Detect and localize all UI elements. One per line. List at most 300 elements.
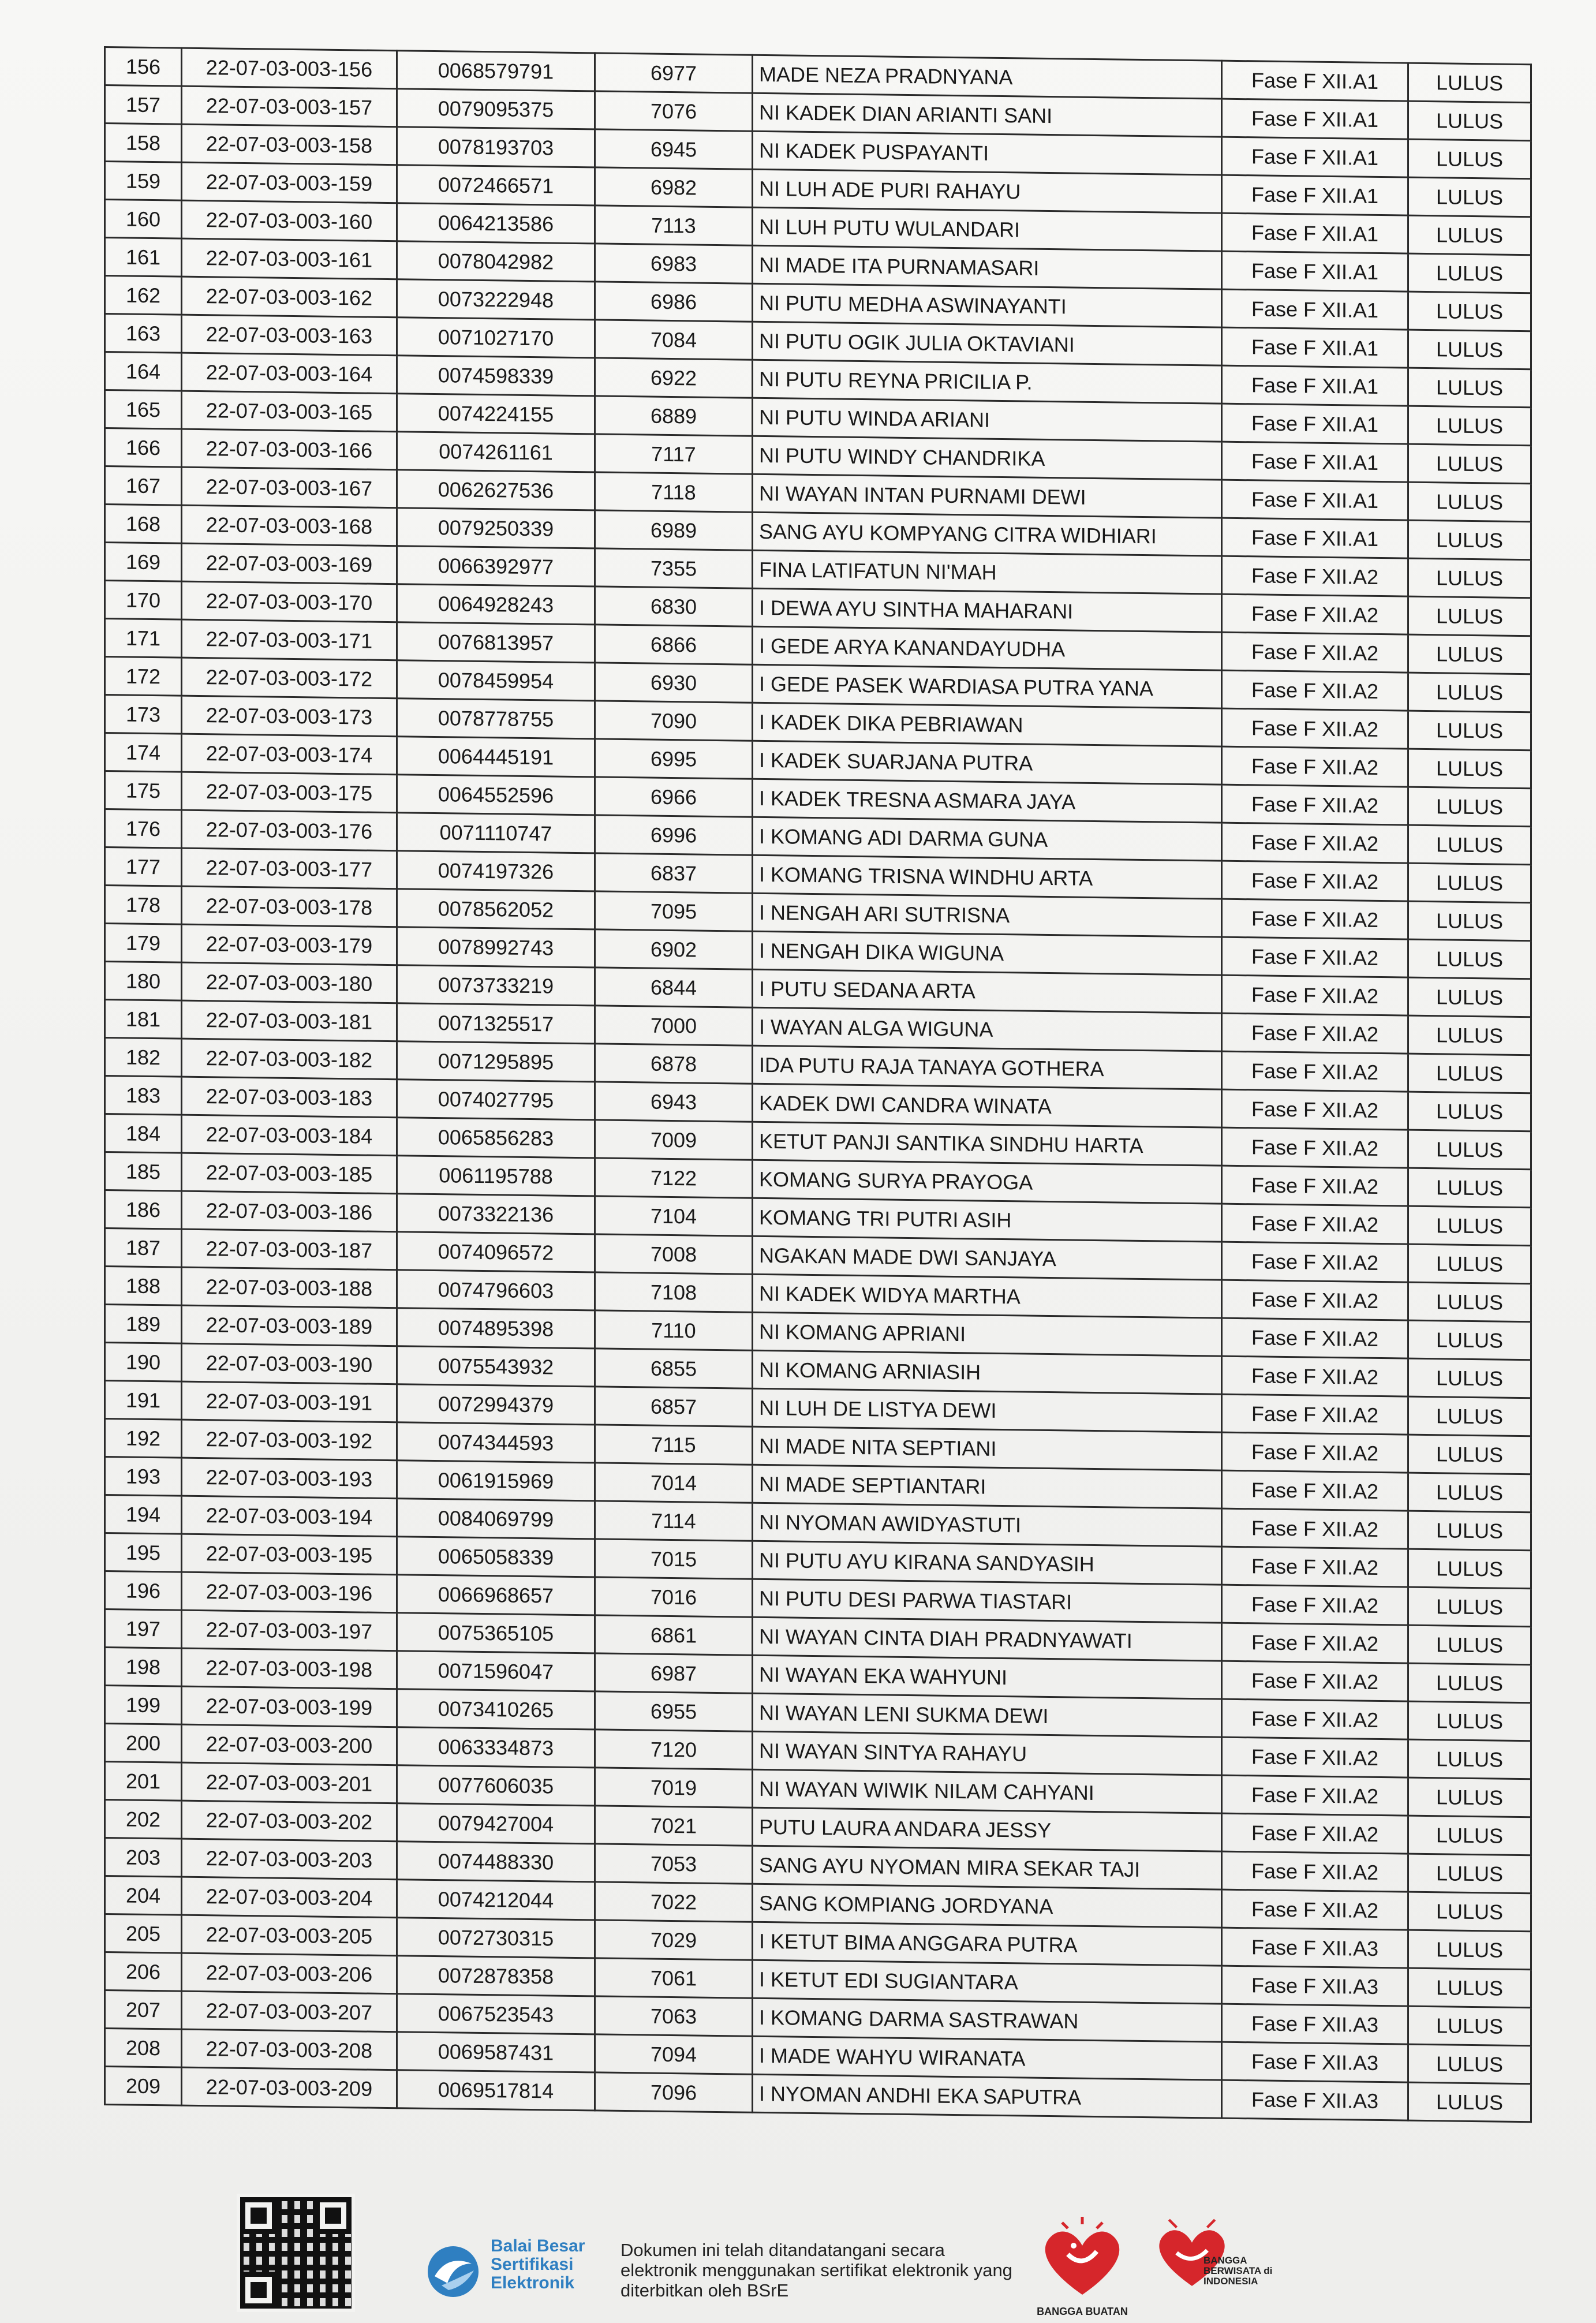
- row-number: 208: [105, 2029, 182, 2068]
- student-name: NI NYOMAN AWIDYASTUTI: [753, 1503, 1222, 1547]
- nisn: 0063334873: [397, 1727, 595, 1768]
- nisn: 0078042982: [397, 241, 595, 282]
- status-cell: LULUS: [1408, 444, 1531, 484]
- class-cell: Fase F XII.A2: [1222, 1356, 1408, 1396]
- student-name: MADE NEZA PRADNYANA: [753, 55, 1222, 99]
- registration-number: 22-07-03-003-163: [182, 315, 397, 356]
- status-cell: LULUS: [1408, 1473, 1531, 1512]
- row-number: 189: [105, 1305, 182, 1344]
- exam-number: 6857: [595, 1387, 753, 1426]
- class-cell: Fase F XII.A1: [1222, 480, 1408, 520]
- class-cell: Fase F XII.A2: [1222, 594, 1408, 634]
- registration-number: 22-07-03-003-195: [182, 1534, 397, 1575]
- status-cell: LULUS: [1408, 1168, 1531, 1208]
- nisn: 0074027795: [397, 1080, 595, 1120]
- exam-number: 6943: [595, 1082, 753, 1122]
- student-name: KOMANG SURYA PRAYOGA: [753, 1160, 1222, 1204]
- class-cell: Fase F XII.A2: [1222, 1394, 1408, 1435]
- status-cell: LULUS: [1408, 1435, 1531, 1474]
- class-cell: Fase F XII.A1: [1222, 61, 1408, 101]
- registration-number: 22-07-03-003-200: [182, 1724, 397, 1765]
- status-cell: LULUS: [1408, 2082, 1531, 2122]
- exam-number: 6866: [595, 625, 753, 664]
- class-cell: Fase F XII.A2: [1222, 1661, 1408, 1701]
- class-cell: Fase F XII.A2: [1222, 1699, 1408, 1739]
- class-cell: Fase F XII.A2: [1222, 1280, 1408, 1320]
- row-number: 175: [105, 771, 182, 811]
- exam-number: 6855: [595, 1349, 753, 1388]
- row-number: 193: [105, 1457, 182, 1496]
- exam-number: 7053: [595, 1844, 753, 1884]
- status-cell: LULUS: [1408, 1663, 1531, 1703]
- results-table: [104, 46, 1532, 2123]
- nisn: 0079095375: [397, 89, 595, 129]
- exam-number: 7096: [595, 2072, 753, 2112]
- registration-number: 22-07-03-003-160: [182, 200, 397, 241]
- class-cell: Fase F XII.A1: [1222, 327, 1408, 368]
- student-name: I NENGAH DIKA WIGUNA: [753, 931, 1222, 975]
- nisn: 0069587431: [397, 2032, 595, 2072]
- class-cell: Fase F XII.A1: [1222, 518, 1408, 558]
- exam-number: 6996: [595, 815, 753, 855]
- results-table-body: [105, 47, 1531, 2122]
- class-cell: Fase F XII.A2: [1222, 1013, 1408, 1054]
- exam-number: 6861: [595, 1615, 753, 1655]
- student-name: NI PUTU OGIK JULIA OKTAVIANI: [753, 322, 1222, 365]
- class-cell: Fase F XII.A2: [1222, 1813, 1408, 1854]
- exam-number: 7094: [595, 2034, 753, 2074]
- student-name: I KADEK TRESNA ASMARA JAYA: [753, 779, 1222, 823]
- status-cell: LULUS: [1408, 939, 1531, 979]
- registration-number: 22-07-03-003-167: [182, 467, 397, 508]
- nisn: 0073733219: [397, 965, 595, 1006]
- class-cell: Fase F XII.A2: [1222, 1318, 1408, 1358]
- class-cell: Fase F XII.A2: [1222, 899, 1408, 939]
- registration-number: 22-07-03-003-157: [182, 86, 397, 127]
- nisn: 0073322136: [397, 1194, 595, 1234]
- registration-number: 22-07-03-003-185: [182, 1153, 397, 1194]
- row-number: 206: [105, 1952, 182, 1992]
- row-number: 204: [105, 1876, 182, 1915]
- student-name: NI LUH ADE PURI RAHAYU: [753, 169, 1222, 213]
- exam-number: 7022: [595, 1882, 753, 1922]
- student-name: I KOMANG TRISNA WINDHU ARTA: [753, 855, 1222, 899]
- logo-left-label: BANGGA BUATAN: [1037, 2306, 1128, 2317]
- status-cell: LULUS: [1408, 901, 1531, 941]
- registration-number: 22-07-03-003-183: [182, 1077, 397, 1118]
- nisn: 0074488330: [397, 1842, 595, 1882]
- student-name: NI MADE SEPTIANTARI: [753, 1465, 1222, 1508]
- class-cell: Fase F XII.A3: [1222, 2080, 1408, 2120]
- student-name: NI KOMANG ARNIASIH: [753, 1350, 1222, 1394]
- class-cell: Fase F XII.A2: [1222, 1242, 1408, 1282]
- row-number: 187: [105, 1228, 182, 1268]
- registration-number: 22-07-03-003-158: [182, 124, 397, 165]
- heart-logo-icon: [1033, 2214, 1131, 2300]
- registration-number: 22-07-03-003-171: [182, 619, 397, 660]
- nisn: 0072730315: [397, 1918, 595, 1958]
- registration-number: 22-07-03-003-180: [182, 962, 397, 1003]
- exam-number: 7095: [595, 891, 753, 931]
- class-cell: Fase F XII.A2: [1222, 823, 1408, 863]
- row-number: 169: [105, 543, 182, 582]
- nisn: 0073410265: [397, 1689, 595, 1730]
- registration-number: 22-07-03-003-201: [182, 1762, 397, 1803]
- nisn: 0061195788: [397, 1156, 595, 1196]
- registration-number: 22-07-03-003-162: [182, 277, 397, 318]
- status-cell: LULUS: [1408, 711, 1531, 750]
- class-cell: Fase F XII.A2: [1222, 1737, 1408, 1777]
- nisn: 0078193703: [397, 127, 595, 167]
- row-number: 177: [105, 847, 182, 887]
- nisn: 0072466571: [397, 165, 595, 206]
- status-cell: LULUS: [1408, 177, 1531, 217]
- exam-number: 6930: [595, 663, 753, 703]
- exam-number: 6966: [595, 777, 753, 817]
- row-number: 180: [105, 962, 182, 1001]
- status-cell: LULUS: [1408, 292, 1531, 331]
- status-cell: LULUS: [1408, 1587, 1531, 1627]
- class-cell: Fase F XII.A2: [1222, 1851, 1408, 1892]
- row-number: 207: [105, 1990, 182, 2030]
- exam-number: 6922: [595, 358, 753, 398]
- student-name: NI PUTU AYU KIRANA SANDYASIH: [753, 1541, 1222, 1585]
- row-number: 202: [105, 1800, 182, 1839]
- student-name: I GEDE ARYA KANANDAYUDHA: [753, 626, 1222, 670]
- status-cell: LULUS: [1408, 520, 1531, 560]
- exam-number: 6987: [595, 1653, 753, 1693]
- class-cell: Fase F XII.A2: [1222, 632, 1408, 673]
- exam-number: 7061: [595, 1958, 753, 1998]
- student-name: I PUTU SEDANA ARTA: [753, 969, 1222, 1013]
- status-cell: LULUS: [1408, 1625, 1531, 1665]
- exam-number: 7014: [595, 1463, 753, 1503]
- nisn: 0074261161: [397, 432, 595, 472]
- row-number: 156: [105, 47, 182, 87]
- status-cell: LULUS: [1408, 1396, 1531, 1436]
- row-number: 174: [105, 733, 182, 772]
- status-cell: LULUS: [1408, 482, 1531, 522]
- exam-number: 7108: [595, 1272, 753, 1312]
- nisn: 0074212044: [397, 1880, 595, 1920]
- registration-number: 22-07-03-003-198: [182, 1648, 397, 1689]
- exam-number: 7114: [595, 1501, 753, 1541]
- student-name: NI PUTU MEDHA ASWINAYANTI: [753, 283, 1222, 327]
- row-number: 171: [105, 619, 182, 658]
- nisn: 0064928243: [397, 584, 595, 625]
- row-number: 172: [105, 657, 182, 696]
- registration-number: 22-07-03-003-204: [182, 1877, 397, 1918]
- exam-number: 7355: [595, 548, 753, 588]
- registration-number: 22-07-03-003-169: [182, 543, 397, 584]
- nisn: 0079250339: [397, 508, 595, 548]
- exam-number: 6982: [595, 167, 753, 207]
- student-name: NI MADE ITA PURNAMASARI: [753, 245, 1222, 289]
- row-number: 161: [105, 238, 182, 277]
- class-cell: Fase F XII.A2: [1222, 975, 1408, 1015]
- student-name: I WAYAN ALGA WIGUNA: [753, 1007, 1222, 1051]
- row-number: 195: [105, 1533, 182, 1573]
- class-cell: Fase F XII.A2: [1222, 1166, 1408, 1206]
- row-number: 168: [105, 505, 182, 544]
- registration-number: 22-07-03-003-190: [182, 1343, 397, 1384]
- registration-number: 22-07-03-003-181: [182, 1000, 397, 1041]
- student-name: NI LUH PUTU WULANDARI: [753, 207, 1222, 251]
- registration-number: 22-07-03-003-168: [182, 505, 397, 546]
- status-cell: LULUS: [1408, 1130, 1531, 1170]
- class-cell: Fase F XII.A1: [1222, 137, 1408, 177]
- class-cell: Fase F XII.A1: [1222, 175, 1408, 215]
- row-number: 185: [105, 1152, 182, 1192]
- row-number: 192: [105, 1419, 182, 1458]
- status-cell: LULUS: [1408, 139, 1531, 179]
- row-number: 178: [105, 886, 182, 925]
- exam-number: 7113: [595, 206, 753, 245]
- row-number: 190: [105, 1343, 182, 1382]
- exam-number: 7084: [595, 320, 753, 360]
- registration-number: 22-07-03-003-173: [182, 696, 397, 737]
- student-name: NI WAYAN INTAN PURNAMI DEWI: [753, 474, 1222, 518]
- nisn: 0078992743: [397, 927, 595, 968]
- registration-number: 22-07-03-003-202: [182, 1801, 397, 1842]
- registration-number: 22-07-03-003-164: [182, 353, 397, 394]
- student-name: NI MADE NITA SEPTIANI: [753, 1426, 1222, 1470]
- status-cell: LULUS: [1408, 1930, 1531, 1970]
- status-cell: LULUS: [1408, 101, 1531, 141]
- student-name: NI KADEK WIDYA MARTHA: [753, 1274, 1222, 1318]
- student-name: I GEDE PASEK WARDIASA PUTRA YANA: [753, 664, 1222, 708]
- registration-number: 22-07-03-003-174: [182, 734, 397, 775]
- nisn: 0072994379: [397, 1384, 595, 1425]
- exam-number: 7104: [595, 1196, 753, 1236]
- registration-number: 22-07-03-003-156: [182, 48, 397, 89]
- student-name: NI KADEK DIAN ARIANTI SANI: [753, 93, 1222, 137]
- row-number: 163: [105, 314, 182, 353]
- class-cell: Fase F XII.A1: [1222, 213, 1408, 253]
- status-cell: LULUS: [1408, 673, 1531, 712]
- registration-number: 22-07-03-003-194: [182, 1496, 397, 1537]
- row-number: 164: [105, 352, 182, 391]
- status-cell: LULUS: [1408, 2006, 1531, 2046]
- class-cell: Fase F XII.A2: [1222, 861, 1408, 901]
- registration-number: 22-07-03-003-189: [182, 1305, 397, 1346]
- registration-number: 22-07-03-003-208: [182, 2029, 397, 2070]
- student-name: I NYOMAN ANDHI EKA SAPUTRA: [753, 2074, 1222, 2118]
- status-cell: LULUS: [1408, 1092, 1531, 1131]
- exam-number: 7029: [595, 1920, 753, 1960]
- registration-number: 22-07-03-003-176: [182, 810, 397, 851]
- student-name: NI PUTU WINDA ARIANI: [753, 398, 1222, 442]
- student-name: FINA LATIFATUN NI'MAH: [753, 550, 1222, 594]
- class-cell: Fase F XII.A2: [1222, 937, 1408, 977]
- student-name: I NENGAH ARI SUTRISNA: [753, 893, 1222, 937]
- registration-number: 22-07-03-003-193: [182, 1458, 397, 1499]
- qr-finder-icon: [315, 2197, 352, 2234]
- student-name: I KADEK SUARJANA PUTRA: [753, 741, 1222, 785]
- student-name: SANG KOMPIANG JORDYANA: [753, 1884, 1222, 1928]
- status-cell: LULUS: [1408, 634, 1531, 674]
- status-cell: LULUS: [1408, 1320, 1531, 1360]
- row-number: 176: [105, 809, 182, 849]
- class-cell: Fase F XII.A2: [1222, 1775, 1408, 1816]
- registration-number: 22-07-03-003-197: [182, 1610, 397, 1651]
- nisn: 0071325517: [397, 1003, 595, 1044]
- row-number: 205: [105, 1914, 182, 1954]
- registration-number: 22-07-03-003-177: [182, 848, 397, 889]
- nisn: 0074344593: [397, 1422, 595, 1463]
- status-cell: LULUS: [1408, 1054, 1531, 1093]
- registration-number: 22-07-03-003-205: [182, 1915, 397, 1956]
- registration-number: 22-07-03-003-182: [182, 1039, 397, 1080]
- registration-number: 22-07-03-003-209: [182, 2067, 397, 2108]
- class-cell: Fase F XII.A2: [1222, 1127, 1408, 1168]
- nisn: 0064552596: [397, 775, 595, 815]
- nisn: 0074895398: [397, 1308, 595, 1349]
- nisn: 0062627536: [397, 470, 595, 510]
- exam-number: 6995: [595, 739, 753, 779]
- registration-number: 22-07-03-003-170: [182, 581, 397, 622]
- registration-number: 22-07-03-003-159: [182, 162, 397, 203]
- nisn: 0074096572: [397, 1232, 595, 1272]
- student-name: NI WAYAN SINTYA RAHAYU: [753, 1731, 1222, 1775]
- exam-number: 7008: [595, 1234, 753, 1274]
- class-cell: Fase F XII.A2: [1222, 556, 1408, 596]
- nisn: 0067523543: [397, 1994, 595, 2034]
- class-cell: Fase F XII.A1: [1222, 289, 1408, 330]
- row-number: 167: [105, 466, 182, 506]
- student-name: KETUT PANJI SANTIKA SINDHU HARTA: [753, 1122, 1222, 1166]
- class-cell: Fase F XII.A3: [1222, 1966, 1408, 2006]
- nisn: 0076813957: [397, 622, 595, 663]
- exam-number: 7090: [595, 701, 753, 741]
- exam-number: 6902: [595, 929, 753, 969]
- registration-number: 22-07-03-003-178: [182, 886, 397, 927]
- nisn: 0084069799: [397, 1499, 595, 1539]
- student-name: SANG AYU NYOMAN MIRA SEKAR TAJI: [753, 1846, 1222, 1889]
- status-cell: LULUS: [1408, 253, 1531, 293]
- status-cell: LULUS: [1408, 1739, 1531, 1779]
- row-number: 165: [105, 390, 182, 430]
- row-number: 157: [105, 85, 182, 125]
- row-number: 181: [105, 1000, 182, 1039]
- status-cell: LULUS: [1408, 1549, 1531, 1589]
- class-cell: Fase F XII.A3: [1222, 1928, 1408, 1968]
- exam-number: 7115: [595, 1425, 753, 1465]
- nisn: 0066392977: [397, 546, 595, 587]
- exam-number: 6986: [595, 282, 753, 322]
- nisn: 0061915969: [397, 1461, 595, 1501]
- registration-number: 22-07-03-003-188: [182, 1267, 397, 1308]
- registration-number: 22-07-03-003-199: [182, 1686, 397, 1727]
- row-number: 196: [105, 1571, 182, 1611]
- nisn: 0078459954: [397, 660, 595, 701]
- class-cell: Fase F XII.A1: [1222, 99, 1408, 139]
- logo-right-label: BANGGA BERWISATA di INDONESIA: [1203, 2255, 1273, 2287]
- row-number: 201: [105, 1762, 182, 1801]
- class-cell: Fase F XII.A2: [1222, 670, 1408, 711]
- class-cell: Fase F XII.A2: [1222, 1623, 1408, 1663]
- exam-number: 6837: [595, 853, 753, 893]
- class-cell: Fase F XII.A2: [1222, 1051, 1408, 1092]
- row-number: 209: [105, 2067, 182, 2106]
- status-cell: LULUS: [1408, 1511, 1531, 1551]
- class-cell: Fase F XII.A2: [1222, 1432, 1408, 1473]
- nisn: 0074197326: [397, 851, 595, 891]
- student-name: I KETUT BIMA ANGGARA PUTRA: [753, 1922, 1222, 1966]
- status-cell: LULUS: [1408, 1015, 1531, 1055]
- exam-number: 7110: [595, 1310, 753, 1350]
- class-cell: Fase F XII.A3: [1222, 2042, 1408, 2082]
- registration-number: 22-07-03-003-206: [182, 1953, 397, 1994]
- exam-number: 6830: [595, 587, 753, 626]
- student-name: KOMANG TRI PUTRI ASIH: [753, 1198, 1222, 1242]
- class-cell: Fase F XII.A2: [1222, 746, 1408, 787]
- nisn: 0071027170: [397, 318, 595, 358]
- student-name: I KADEK DIKA PEBRIAWAN: [753, 703, 1222, 746]
- row-number: 166: [105, 428, 182, 468]
- exam-number: 7120: [595, 1730, 753, 1769]
- bsre-name: Balai Besar Sertifikasi Elektronik: [491, 2236, 585, 2292]
- class-cell: Fase F XII.A3: [1222, 2004, 1408, 2044]
- status-cell: LULUS: [1408, 1244, 1531, 1284]
- status-cell: LULUS: [1408, 2044, 1531, 2084]
- row-number: 200: [105, 1724, 182, 1763]
- student-name: NGAKAN MADE DWI SANJAYA: [753, 1236, 1222, 1280]
- student-name: I MADE WAHYU WIRANATA: [753, 2036, 1222, 2080]
- class-cell: Fase F XII.A2: [1222, 785, 1408, 825]
- student-name: NI WAYAN EKA WAHYUNI: [753, 1655, 1222, 1699]
- class-cell: Fase F XII.A2: [1222, 1470, 1408, 1511]
- row-number: 188: [105, 1267, 182, 1306]
- student-name: NI PUTU DESI PARWA TIASTARI: [753, 1579, 1222, 1623]
- status-cell: LULUS: [1408, 825, 1531, 865]
- registration-number: 22-07-03-003-187: [182, 1229, 397, 1270]
- nisn: 0078562052: [397, 889, 595, 929]
- nisn: 0066968657: [397, 1575, 595, 1615]
- exam-number: 7122: [595, 1158, 753, 1198]
- bsre-logo-icon: [424, 2243, 482, 2300]
- student-name: I DEWA AYU SINTHA MAHARANI: [753, 588, 1222, 632]
- row-number: 199: [105, 1686, 182, 1725]
- exam-number: 7117: [595, 434, 753, 474]
- row-number: 179: [105, 924, 182, 963]
- exam-number: 7118: [595, 472, 753, 512]
- student-name: NI PUTU REYNA PRICILIA P.: [753, 360, 1222, 404]
- row-number: 183: [105, 1076, 182, 1115]
- registration-number: 22-07-03-003-203: [182, 1839, 397, 1880]
- exam-number: 6889: [595, 396, 753, 436]
- status-cell: LULUS: [1408, 596, 1531, 636]
- row-number: 182: [105, 1038, 182, 1077]
- status-cell: LULUS: [1408, 1358, 1531, 1398]
- registration-number: 22-07-03-003-165: [182, 391, 397, 432]
- exam-number: 6983: [595, 244, 753, 283]
- status-cell: LULUS: [1408, 1816, 1531, 1855]
- qr-code-icon: [237, 2194, 355, 2312]
- class-cell: Fase F XII.A1: [1222, 365, 1408, 406]
- registration-number: 22-07-03-003-192: [182, 1420, 397, 1461]
- exam-number: 7015: [595, 1539, 753, 1579]
- nisn: 0078778755: [397, 699, 595, 739]
- exam-number: 6945: [595, 129, 753, 169]
- status-cell: LULUS: [1408, 977, 1531, 1017]
- student-name: NI KADEK PUSPAYANTI: [753, 131, 1222, 175]
- exam-number: 7009: [595, 1120, 753, 1160]
- nisn: 0068579791: [397, 51, 595, 91]
- status-cell: LULUS: [1408, 1701, 1531, 1741]
- row-number: 198: [105, 1648, 182, 1687]
- class-cell: Fase F XII.A2: [1222, 1889, 1408, 1930]
